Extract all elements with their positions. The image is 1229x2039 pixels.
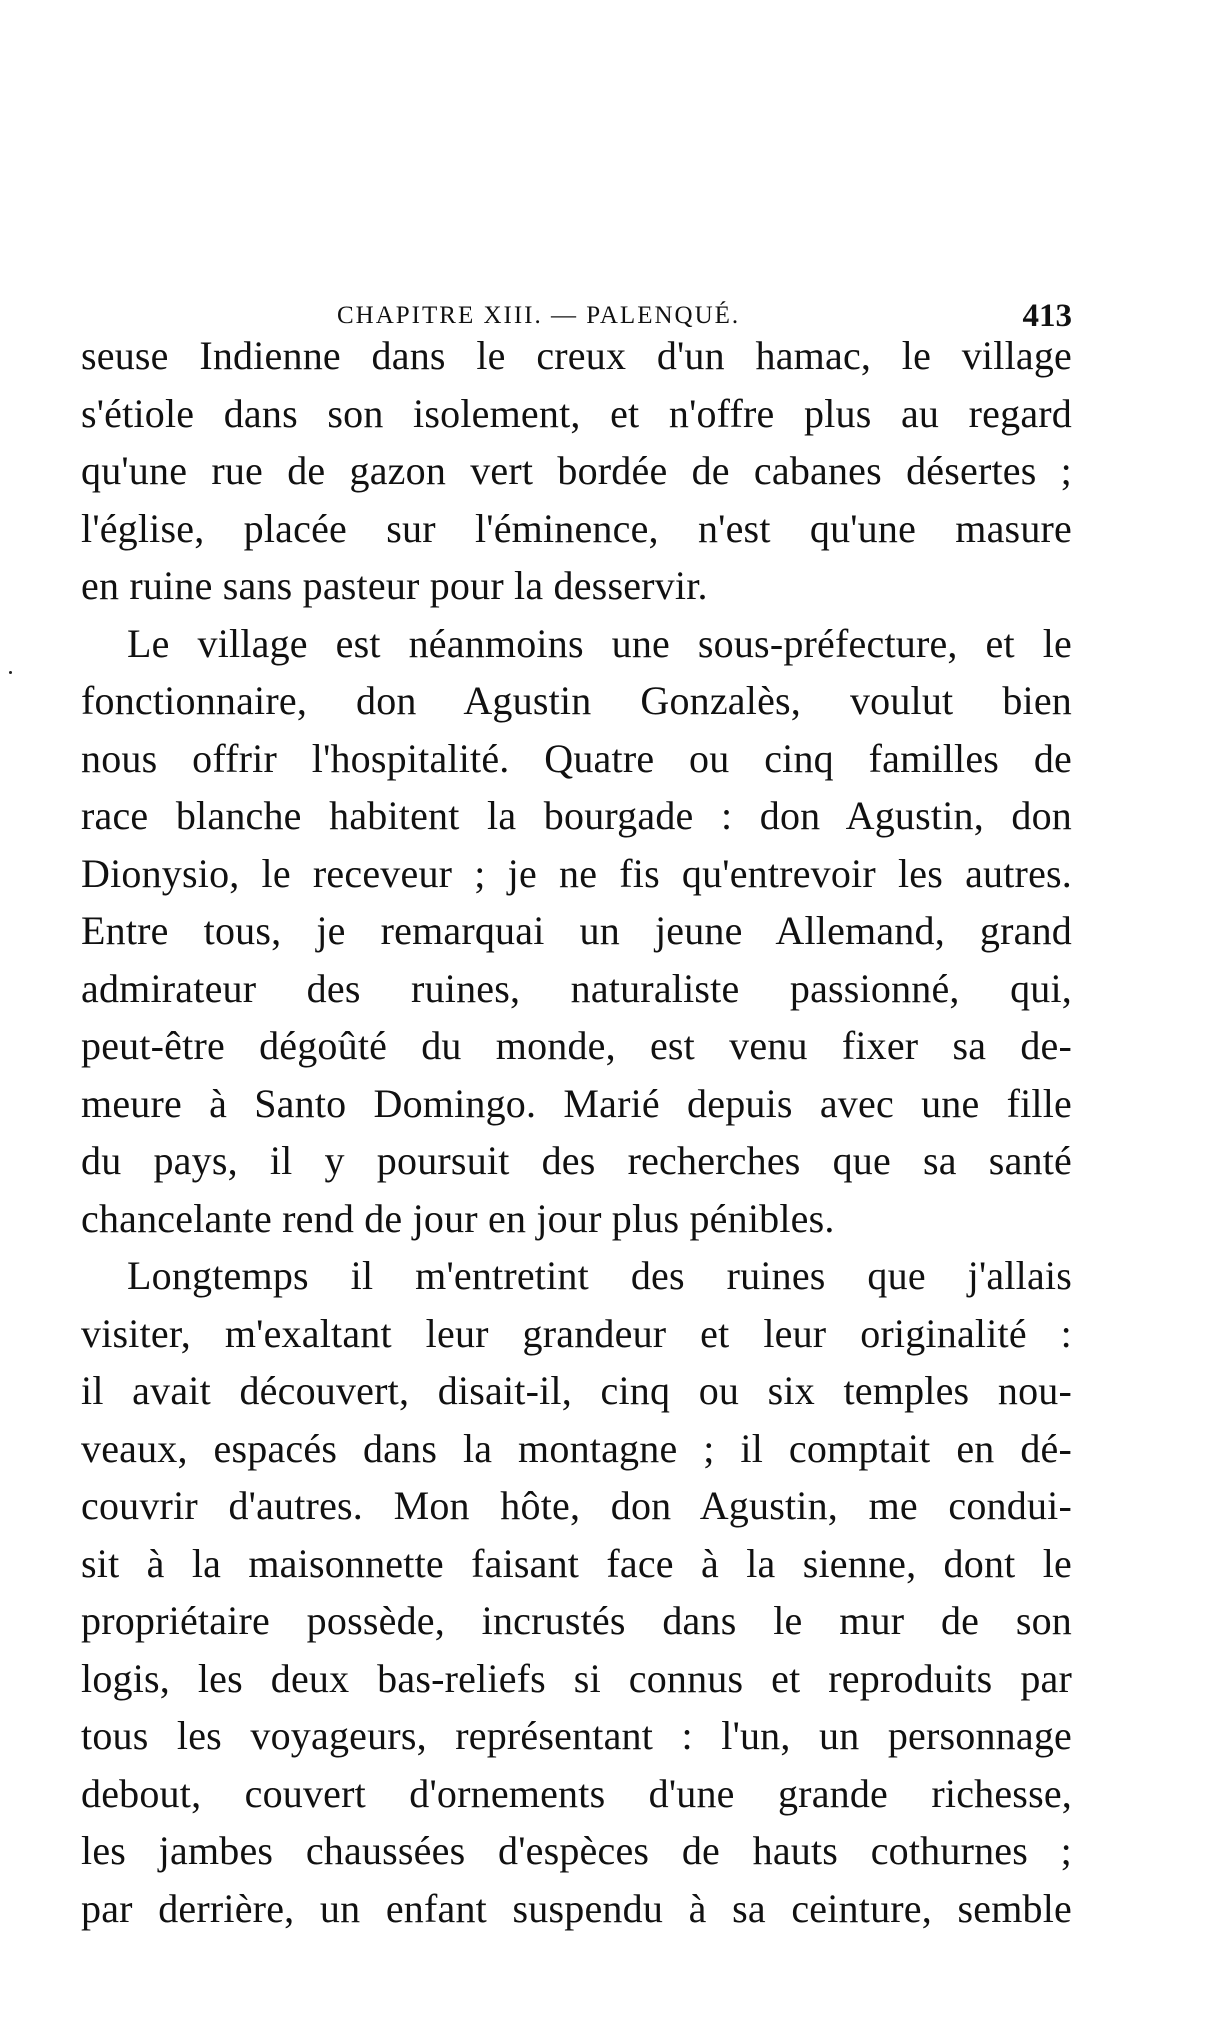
text-line: Entre tous, je remarquai un jeune Allemand, grand (81, 908, 1072, 953)
paragraph-start-line: Le village est néanmoins une sous-préfecture, et le (127, 620, 1072, 666)
text-line: race blanche habitent la bourgade : don Agustin, don (81, 793, 1072, 838)
text-line: en ruine sans pasteur pour la desservir. (81, 563, 708, 608)
text-line: peut-être dégoûté du monde, est venu fixer sa de- (81, 1023, 1072, 1068)
text-line: seuse Indienne dans le creux d'un hamac, le village (81, 333, 1072, 378)
stray-mark (9, 671, 12, 674)
text-line: du pays, il y poursuit des recherches que sa santé (81, 1138, 1072, 1183)
text-line: visiter, m'exaltant leur grandeur et leur originalité : (81, 1310, 1072, 1356)
text-line: par derrière, un enfant suspendu à sa ceinture, semble (81, 1885, 1072, 1931)
text-line: debout, couvert d'ornements d'une grande richesse, (81, 1770, 1072, 1816)
text-line: veaux, espacés dans la montagne ; il comptait en dé- (81, 1425, 1072, 1471)
text-line: l'église, placée sur l'éminence, n'est qu'une masure (81, 505, 1072, 551)
paragraph-start-line: Longtemps il m'entretint des ruines que j'allais (127, 1253, 1072, 1298)
text-line: il avait découvert, disait-il, cinq ou six temples nou- (81, 1368, 1072, 1413)
text-line: nous offrir l'hospitalité. Quatre ou cinq familles de (81, 735, 1072, 781)
text-line: propriétaire possède, incrustés dans le mur de son (81, 1598, 1072, 1643)
text-line: qu'une rue de gazon vert bordée de cabanes désertes ; (81, 448, 1072, 493)
running-title: CHAPITRE XIII. — PALENQUÉ. (337, 302, 741, 329)
text-line: sit à la maisonnette faisant face à la sienne, dont le (81, 1540, 1072, 1586)
text-line: chancelante rend de jour en jour plus pénibles. (81, 1195, 835, 1241)
text-line: meure à Santo Domingo. Marié depuis avec une fille (81, 1080, 1072, 1126)
text-line: couvrir d'autres. Mon hôte, don Agustin, me condui- (81, 1483, 1072, 1528)
text-line: tous les voyageurs, représentant : l'un, un personnage (81, 1713, 1072, 1758)
text-line: admirateur des ruines, naturaliste passionné, qui, (81, 965, 1072, 1011)
text-line: les jambes chaussées d'espèces de hauts cothurnes ; (81, 1828, 1072, 1873)
text-line: s'étiole dans son isolement, et n'offre plus au regard (81, 390, 1072, 436)
text-line: fonctionnaire, don Agustin Gonzalès, voulut bien (81, 678, 1072, 723)
text-line: Dionysio, le receveur ; je ne fis qu'entrevoir les autres. (81, 850, 1072, 896)
text-line: logis, les deux bas-reliefs si connus et reproduits par (81, 1655, 1072, 1701)
body-text (81, 327, 1072, 1937)
page-number: 413 (1022, 298, 1072, 334)
